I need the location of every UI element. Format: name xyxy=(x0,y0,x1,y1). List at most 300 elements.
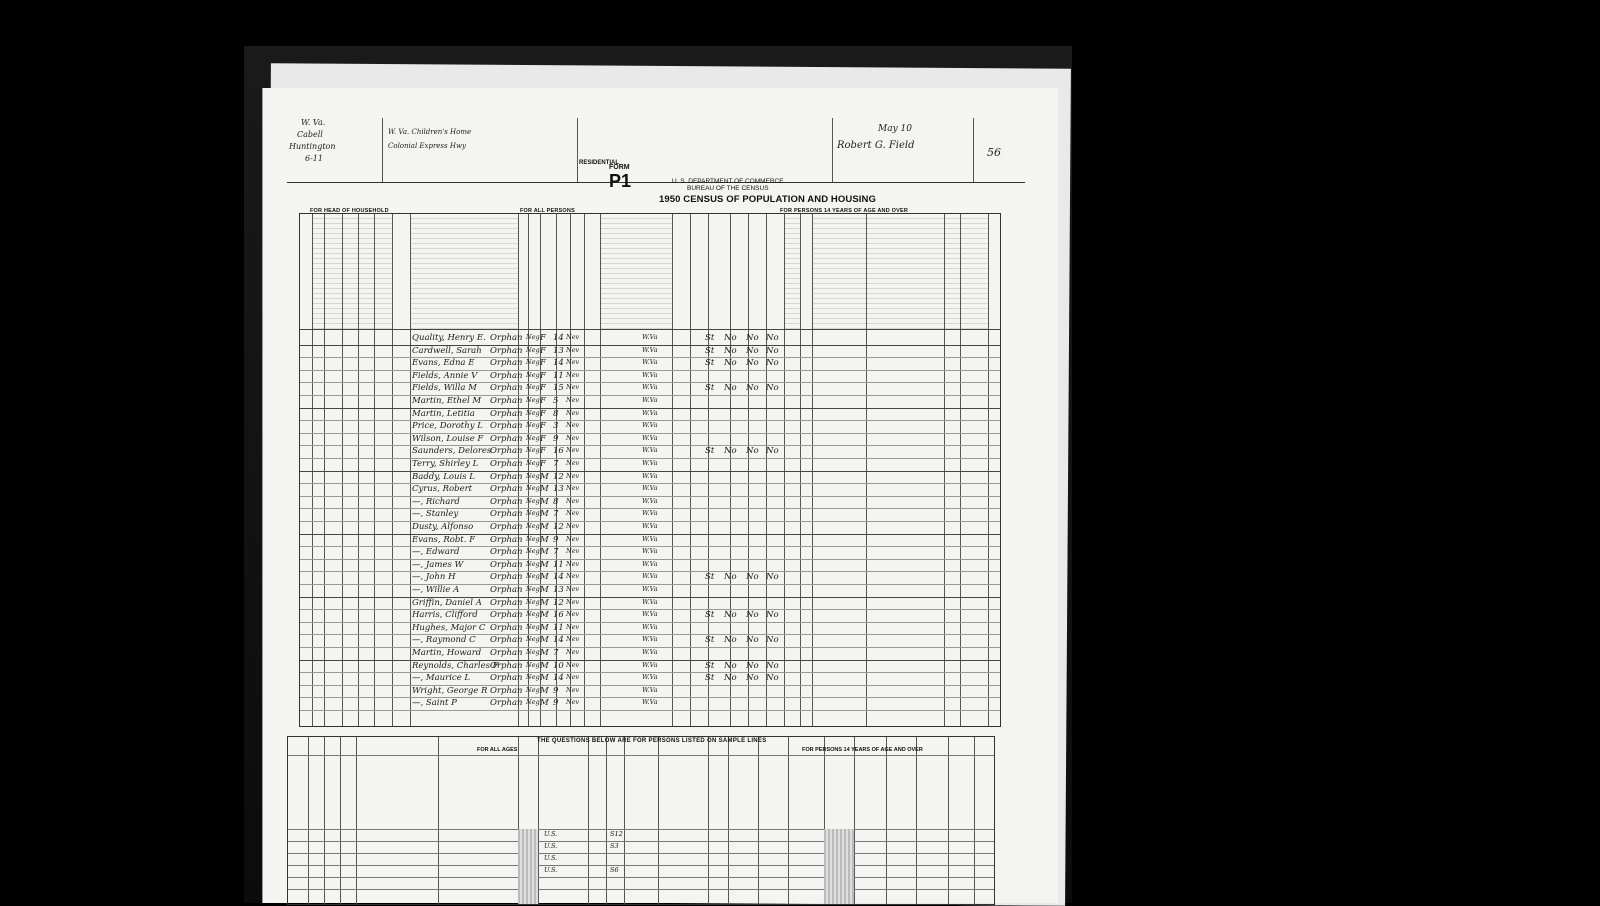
cell-ms: Nev xyxy=(566,698,580,707)
cell-age: 13 xyxy=(553,345,564,356)
section-14-and-over: FOR PERSONS 14 YEARS OF AGE AND OVER xyxy=(780,208,909,214)
table-row xyxy=(300,634,1000,647)
sheet-header xyxy=(287,118,1025,205)
sample-column-rule xyxy=(340,737,341,904)
table-row xyxy=(300,508,1000,521)
sample-column-rule xyxy=(624,737,625,904)
cell-a: No xyxy=(724,610,737,621)
cell-race: Neg xyxy=(526,572,540,581)
header-rule xyxy=(300,329,1000,330)
sample-birthplace: U.S. xyxy=(544,854,558,862)
department-heading xyxy=(672,178,784,192)
census-sheet xyxy=(262,88,1058,903)
cell-c: No xyxy=(766,635,779,646)
column-header-block xyxy=(342,214,358,329)
shaded-column xyxy=(518,829,538,904)
cell-race: Neg xyxy=(526,345,540,354)
cell-sex: M xyxy=(540,471,549,482)
table-row xyxy=(300,521,1000,534)
form-label: FORM xyxy=(609,164,630,171)
cell-a: No xyxy=(724,446,737,457)
cell-race: Neg xyxy=(526,496,540,505)
cell-w: St xyxy=(705,358,715,369)
cell-age: 9 xyxy=(553,534,559,545)
cell-c: No xyxy=(766,383,779,394)
sample-value: S6 xyxy=(610,866,619,874)
cell-age: 10 xyxy=(553,660,564,671)
cell-c: No xyxy=(766,572,779,583)
cell-name: —, Saint P xyxy=(412,698,457,709)
cell-b: No xyxy=(746,333,759,343)
table-row xyxy=(300,408,1000,421)
cell-ms: Nev xyxy=(566,509,580,518)
cell-sex: F xyxy=(540,383,546,394)
cell-age: 5 xyxy=(553,396,559,406)
residential-label: RESIDENTIAL xyxy=(579,160,620,166)
cell-bp: W.Va xyxy=(642,358,658,367)
cell-race: Neg xyxy=(526,433,540,442)
cell-ms: Nev xyxy=(566,610,580,619)
sample-column-rule xyxy=(916,737,917,904)
cell-rel: Orphan xyxy=(490,660,523,671)
cell-ms: Nev xyxy=(566,459,580,467)
column-header-block xyxy=(410,214,518,329)
column-header-block xyxy=(866,214,944,329)
cell-bp: W.Va xyxy=(642,534,658,543)
sample-lines-section xyxy=(287,728,1025,903)
sample-column-rule xyxy=(438,737,439,904)
cell-name: Wilson, Louise F xyxy=(412,433,484,444)
cell-ms: Nev xyxy=(566,585,580,593)
cell-rel: Orphan xyxy=(490,547,523,558)
cell-race: Neg xyxy=(526,446,540,455)
cell-age: 14 xyxy=(553,673,564,684)
sample-value: S3 xyxy=(610,842,619,850)
cell-bp: W.Va xyxy=(642,421,658,430)
cell-rel: Orphan xyxy=(490,345,523,356)
cell-a: No xyxy=(724,358,737,369)
cell-sex: M xyxy=(540,610,549,621)
cell-age: 12 xyxy=(553,522,564,532)
cell-ms: Nev xyxy=(566,635,580,644)
cell-sex: M xyxy=(540,559,549,570)
cell-a: No xyxy=(724,572,737,583)
cell-sex: M xyxy=(540,635,549,646)
table-row xyxy=(300,571,1000,584)
table-row xyxy=(300,622,1000,635)
cell-race: Neg xyxy=(526,471,540,480)
street-value: Colonial Express Hwy xyxy=(388,142,466,150)
table-row xyxy=(300,559,1000,572)
enumerator-value: Robert G. Field xyxy=(837,140,915,151)
header-address-cell xyxy=(382,118,578,182)
cell-bp: W.Va xyxy=(642,585,658,593)
cell-sex: M xyxy=(540,522,549,532)
cell-sex: M xyxy=(540,698,549,709)
table-row xyxy=(300,382,1000,395)
cell-c: No xyxy=(766,660,779,671)
cell-age: 14 xyxy=(553,572,564,583)
cell-rel: Orphan xyxy=(490,370,523,381)
cell-bp: W.Va xyxy=(642,522,658,530)
sample-column-rule xyxy=(854,737,855,904)
cell-age: 9 xyxy=(553,685,559,696)
sample-column-rule xyxy=(788,737,789,904)
cell-sex: M xyxy=(540,484,549,495)
cell-name: Martin, Ethel M xyxy=(412,396,482,406)
cell-ms: Nev xyxy=(566,358,580,367)
shaded-column xyxy=(824,829,854,904)
cell-name: Reynolds, Charles F xyxy=(412,660,499,671)
cell-ms: Nev xyxy=(566,408,580,417)
cell-name: Martin, Howard xyxy=(412,648,482,658)
sample-column-rule xyxy=(948,737,949,904)
cell-name: Hughes, Major C xyxy=(412,622,486,633)
section-head-of-household: FOR HEAD OF HOUSEHOLD xyxy=(310,208,389,214)
table-row xyxy=(300,685,1000,698)
cell-rel: Orphan xyxy=(490,471,523,482)
cell-bp: W.Va xyxy=(642,408,658,417)
cell-race: Neg xyxy=(526,685,540,694)
cell-rel: Orphan xyxy=(490,522,523,532)
cell-name: Evans, Robt. F xyxy=(412,534,475,545)
cell-w: St xyxy=(705,383,715,394)
sample-column-rule xyxy=(588,737,589,904)
cell-name: Baddy, Louis L xyxy=(412,471,475,482)
cell-ms: Nev xyxy=(566,396,580,404)
grid-row-rule xyxy=(300,710,1000,711)
cell-ms: Nev xyxy=(566,446,580,455)
cell-bp: W.Va xyxy=(642,648,658,656)
cell-a: No xyxy=(724,383,737,394)
cell-a: No xyxy=(724,635,737,646)
cell-race: Neg xyxy=(526,383,540,392)
cell-age: 16 xyxy=(553,610,564,621)
sample-value: S12 xyxy=(610,830,623,838)
cell-ms: Nev xyxy=(566,597,580,606)
cell-age: 7 xyxy=(553,459,559,469)
cell-race: Neg xyxy=(526,635,540,644)
column-header-block xyxy=(784,214,800,329)
cell-race: Neg xyxy=(526,585,540,593)
cell-age: 14 xyxy=(553,358,564,369)
cell-sex: F xyxy=(540,358,546,369)
table-row xyxy=(300,370,1000,383)
cell-name: —, Edward xyxy=(412,547,460,558)
cell-race: Neg xyxy=(526,522,540,530)
cell-bp: W.Va xyxy=(642,396,658,404)
cell-sex: M xyxy=(540,673,549,684)
cell-bp: W.Va xyxy=(642,698,658,707)
cell-age: 14 xyxy=(553,635,564,646)
table-row xyxy=(300,433,1000,446)
cell-race: Neg xyxy=(526,648,540,656)
column-header-block xyxy=(812,214,866,329)
column-header-block xyxy=(312,214,324,329)
cell-race: Neg xyxy=(526,396,540,404)
cell-rel: Orphan xyxy=(490,446,523,457)
cell-bp: W.Va xyxy=(642,509,658,518)
sample-row-rule xyxy=(288,841,994,842)
cell-sex: M xyxy=(540,509,549,520)
cell-bp: W.Va xyxy=(642,345,658,354)
date-value: May 10 xyxy=(878,124,912,134)
cell-name: Saunders, Delores xyxy=(412,446,492,457)
cell-w: St xyxy=(705,446,715,457)
cell-b: No xyxy=(746,572,759,583)
cell-bp: W.Va xyxy=(642,383,658,392)
sample-column-rule xyxy=(758,737,759,904)
sample-row-rule xyxy=(288,755,994,756)
cell-rel: Orphan xyxy=(490,496,523,507)
cell-sex: M xyxy=(540,597,549,608)
cell-name: Quality, Henry E. xyxy=(412,333,486,343)
cell-rel: Orphan xyxy=(490,408,523,419)
cell-bp: W.Va xyxy=(642,635,658,644)
table-row xyxy=(300,458,1000,471)
form-id xyxy=(609,164,631,192)
cell-race: Neg xyxy=(526,547,540,556)
cell-c: No xyxy=(766,358,779,369)
county-value: Cabell xyxy=(297,130,323,139)
cell-sex: M xyxy=(540,547,549,558)
cell-b: No xyxy=(746,635,759,646)
form-code: P1 xyxy=(609,171,632,191)
sample-birthplace: U.S. xyxy=(544,842,558,850)
cell-ms: Nev xyxy=(566,383,580,392)
table-row xyxy=(300,672,1000,685)
cell-b: No xyxy=(746,673,759,684)
cell-rel: Orphan xyxy=(490,648,523,658)
cell-sex: F xyxy=(540,333,546,343)
cell-ms: Nev xyxy=(566,534,580,543)
cell-sex: F xyxy=(540,396,546,406)
cell-bp: W.Va xyxy=(642,496,658,505)
column-header-block xyxy=(600,214,672,329)
cell-bp: W.Va xyxy=(642,333,658,341)
cell-ms: Nev xyxy=(566,559,580,568)
cell-ms: Nev xyxy=(566,572,580,581)
cell-bp: W.Va xyxy=(642,685,658,694)
cell-race: Neg xyxy=(526,534,540,543)
cell-age: 9 xyxy=(553,433,559,444)
cell-sex: M xyxy=(540,622,549,633)
table-row xyxy=(300,546,1000,559)
column-header-block xyxy=(324,214,342,329)
cell-ms: Nev xyxy=(566,648,580,656)
table-row xyxy=(300,445,1000,458)
sample-row-rule xyxy=(288,829,994,830)
cell-sex: F xyxy=(540,345,546,356)
section-all-persons: FOR ALL PERSONS xyxy=(520,208,575,214)
cell-race: Neg xyxy=(526,421,540,430)
cell-name: Wright, George R xyxy=(412,685,488,696)
sample-column-rule xyxy=(538,737,539,904)
cell-w: St xyxy=(705,660,715,671)
cell-w: St xyxy=(705,635,715,646)
column-header-block xyxy=(960,214,988,329)
cell-sex: M xyxy=(540,685,549,696)
cell-age: 13 xyxy=(553,484,564,495)
cell-sex: M xyxy=(540,585,549,595)
cell-w: St xyxy=(705,345,715,356)
cell-sex: M xyxy=(540,572,549,583)
cell-c: No xyxy=(766,345,779,356)
cell-race: Neg xyxy=(526,459,540,467)
cell-name: Harris, Clifford xyxy=(412,610,478,621)
dept-line-1: U. S. DEPARTMENT OF COMMERCE xyxy=(672,178,784,185)
dept-line-2: BUREAU OF THE CENSUS xyxy=(687,185,769,192)
cell-sex: F xyxy=(540,459,546,469)
cell-rel: Orphan xyxy=(490,358,523,369)
cell-age: 13 xyxy=(553,585,564,595)
cell-bp: W.Va xyxy=(642,433,658,442)
cell-rel: Orphan xyxy=(490,698,523,709)
table-row xyxy=(300,609,1000,622)
cell-bp: W.Va xyxy=(642,673,658,682)
cell-sex: M xyxy=(540,534,549,545)
cell-rel: Orphan xyxy=(490,559,523,570)
cell-ms: Nev xyxy=(566,660,580,669)
table-row xyxy=(300,345,1000,358)
cell-w: St xyxy=(705,572,715,583)
cell-c: No xyxy=(766,673,779,684)
cell-race: Neg xyxy=(526,408,540,417)
cell-race: Neg xyxy=(526,597,540,606)
cell-b: No xyxy=(746,345,759,356)
column-header-block xyxy=(944,214,960,329)
cell-age: 12 xyxy=(553,597,564,608)
cell-race: Neg xyxy=(526,622,540,631)
cell-name: Terry, Shirley L xyxy=(412,459,479,469)
cell-name: Griffin, Daniel A xyxy=(412,597,482,608)
cell-name: Fields, Willa M xyxy=(412,383,477,394)
cell-rel: Orphan xyxy=(490,572,523,583)
cell-age: 16 xyxy=(553,446,564,457)
cell-sex: M xyxy=(540,660,549,671)
cell-ms: Nev xyxy=(566,421,580,430)
cell-name: —, John H xyxy=(412,572,456,583)
ed-value: 6-11 xyxy=(305,154,323,163)
cell-name: Fields, Annie V xyxy=(412,370,478,381)
cell-bp: W.Va xyxy=(642,370,658,379)
cell-rel: Orphan xyxy=(490,673,523,684)
cell-b: No xyxy=(746,383,759,394)
column-header-block xyxy=(358,214,374,329)
cell-bp: W.Va xyxy=(642,597,658,606)
sample-birthplace: U.S. xyxy=(544,830,558,838)
place-value: Huntington xyxy=(289,142,336,151)
cell-race: Neg xyxy=(526,509,540,518)
sample-title: THE QUESTIONS BELOW ARE FOR PERSONS LISTED ON SAMPLE LINES xyxy=(537,738,767,744)
sample-lines-grid xyxy=(287,736,995,905)
sample-column-rule xyxy=(658,737,659,904)
cell-rel: Orphan xyxy=(490,610,523,621)
sample-row-rule xyxy=(288,853,994,854)
cell-ms: Nev xyxy=(566,333,580,341)
cell-name: Price, Dorothy L xyxy=(412,421,483,432)
sample-column-rule xyxy=(324,737,325,904)
cell-race: Neg xyxy=(526,333,540,341)
cell-name: Evans, Edna E xyxy=(412,358,475,369)
cell-b: No xyxy=(746,610,759,621)
cell-ms: Nev xyxy=(566,496,580,505)
cell-age: 7 xyxy=(553,547,559,558)
table-row xyxy=(300,332,1000,345)
cell-race: Neg xyxy=(526,484,540,493)
cell-age: 11 xyxy=(553,622,564,633)
cell-rel: Orphan xyxy=(490,635,523,646)
cell-age: 8 xyxy=(553,408,559,419)
cell-sex: F xyxy=(540,433,546,444)
cell-bp: W.Va xyxy=(642,471,658,480)
census-title: 1950 CENSUS OF POPULATION AND HOUSING xyxy=(659,194,876,205)
cell-ms: Nev xyxy=(566,622,580,631)
cell-ms: Nev xyxy=(566,547,580,556)
cell-ms: Nev xyxy=(566,685,580,694)
cell-name: —, Raymond C xyxy=(412,635,476,646)
sample-column-rule xyxy=(886,737,887,904)
cell-name: —, Richard xyxy=(412,496,460,507)
cell-race: Neg xyxy=(526,660,540,669)
cell-rel: Orphan xyxy=(490,509,523,520)
cell-ms: Nev xyxy=(566,484,580,493)
sample-row-rule xyxy=(288,865,994,866)
institution-value: W. Va. Children's Home xyxy=(388,128,472,136)
cell-sex: F xyxy=(540,421,546,432)
cell-age: 11 xyxy=(553,370,564,381)
cell-ms: Nev xyxy=(566,471,580,480)
table-row xyxy=(300,660,1000,673)
cell-race: Neg xyxy=(526,358,540,367)
cell-name: Cyrus, Robert xyxy=(412,484,473,495)
table-row xyxy=(300,483,1000,496)
cell-bp: W.Va xyxy=(642,622,658,631)
sample-row-rule xyxy=(288,877,994,878)
cell-a: No xyxy=(724,333,737,343)
cell-race: Neg xyxy=(526,610,540,619)
cell-bp: W.Va xyxy=(642,660,658,669)
cell-bp: W.Va xyxy=(642,484,658,493)
cell-race: Neg xyxy=(526,673,540,682)
header-enumerator-cell xyxy=(832,118,974,182)
cell-race: Neg xyxy=(526,559,540,568)
cell-bp: W.Va xyxy=(642,559,658,568)
cell-b: No xyxy=(746,660,759,671)
table-row xyxy=(300,697,1000,710)
table-row xyxy=(300,584,1000,597)
cell-bp: W.Va xyxy=(642,459,658,467)
cell-bp: W.Va xyxy=(642,610,658,619)
cell-ms: Nev xyxy=(566,370,580,379)
cell-age: 9 xyxy=(553,698,559,709)
cell-c: No xyxy=(766,446,779,457)
cell-b: No xyxy=(746,446,759,457)
cell-rel: Orphan xyxy=(490,433,523,444)
cell-age: 3 xyxy=(553,421,559,432)
state-value: W. Va. xyxy=(301,118,326,127)
cell-bp: W.Va xyxy=(642,547,658,556)
cell-sex: F xyxy=(540,370,546,381)
sample-column-rule xyxy=(606,737,607,904)
cell-rel: Orphan xyxy=(490,396,523,406)
cell-sex: M xyxy=(540,648,549,658)
table-row xyxy=(300,395,1000,408)
cell-a: No xyxy=(724,673,737,684)
cell-name: —, Maurice L xyxy=(412,673,471,684)
cell-ms: Nev xyxy=(566,673,580,682)
cell-sex: F xyxy=(540,446,546,457)
